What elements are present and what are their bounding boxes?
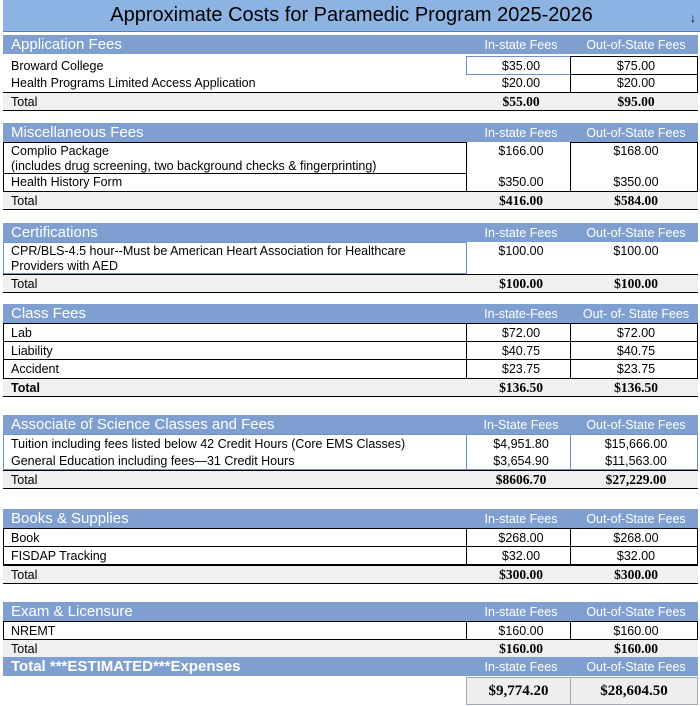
section-header-class-fees bbox=[3, 304, 698, 323]
section-header-certifications bbox=[3, 223, 698, 242]
total-row bbox=[3, 191, 698, 210]
in-state-value: $72.00 bbox=[501, 326, 541, 340]
col-header-in-state: In-State Fees bbox=[483, 418, 559, 432]
total-row bbox=[3, 565, 698, 584]
col-header-out-of-state: Out-of-State Fees bbox=[586, 226, 686, 240]
in-state-value: $3,654.90 bbox=[493, 454, 549, 468]
section-title: Class Fees bbox=[11, 305, 87, 322]
col-header-out-of-state: Out-of-State Fees bbox=[586, 418, 686, 432]
section-header-books bbox=[3, 509, 698, 528]
in-state-value: $20.00 bbox=[501, 76, 541, 90]
section-title: Certifications bbox=[11, 224, 98, 241]
in-state-value: $4,951.80 bbox=[493, 437, 549, 451]
total-in-state: $8606.70 bbox=[495, 472, 547, 487]
row-label: Tuition including fees listed below 42 Credit Hours (Core EMS Classes) bbox=[11, 437, 406, 451]
col-header-in-state: In-state Fees bbox=[484, 226, 558, 240]
total-out-of-state: $300.00 bbox=[614, 567, 658, 582]
section-title: Application Fees bbox=[11, 36, 122, 53]
total-in-state: $160.00 bbox=[499, 641, 543, 656]
in-state-value: $268.00 bbox=[498, 531, 544, 545]
table-row bbox=[3, 57, 698, 74]
row-label: NREMT bbox=[11, 624, 56, 638]
total-label: Total bbox=[11, 473, 38, 487]
row-label: Accident bbox=[11, 362, 59, 376]
section-title: Books & Supplies bbox=[11, 510, 129, 527]
section-header-application bbox=[3, 35, 698, 54]
out-of-state-value: $168.00 bbox=[613, 144, 659, 158]
row-label: Complio Package (includes drug screening, two background checks & fingerprinting) bbox=[11, 144, 377, 173]
total-in-state: $136.50 bbox=[499, 380, 543, 395]
table-row bbox=[3, 142, 698, 174]
in-state-value: $166.00 bbox=[498, 144, 544, 158]
out-of-state-value: $11,563.00 bbox=[605, 454, 667, 468]
table-row bbox=[3, 435, 698, 452]
col-header-in-state: In-state Fees bbox=[484, 605, 558, 619]
out-of-state-value: $23.75 bbox=[616, 362, 656, 376]
col-header-out-of-state: Out-of-State Fees bbox=[586, 660, 686, 674]
grand-total-in-state: $9,774.20 bbox=[466, 677, 571, 705]
in-state-value: $350.00 bbox=[498, 175, 544, 189]
table-row bbox=[3, 242, 698, 274]
section-title: Exam & Licensure bbox=[11, 603, 133, 620]
table-row bbox=[3, 360, 698, 377]
row-label: General Education including fees—31 Credit Hours bbox=[11, 454, 295, 468]
total-label: Total bbox=[11, 381, 40, 395]
row-label: Health Programs Limited Access Application bbox=[11, 76, 256, 90]
total-label: Total bbox=[11, 642, 38, 656]
page-title: Approximate Costs for Paramedic Program 2025-2026 bbox=[110, 4, 593, 26]
total-row bbox=[3, 274, 698, 293]
section-header-exam bbox=[3, 602, 698, 621]
table-row bbox=[3, 547, 698, 564]
col-header-out-of-state: Out-of-State Fees bbox=[586, 512, 686, 526]
table-row bbox=[3, 324, 698, 342]
grand-total-header bbox=[3, 657, 698, 676]
total-row bbox=[3, 639, 698, 657]
total-label: Total bbox=[11, 95, 38, 109]
out-of-state-value: $32.00 bbox=[616, 549, 656, 563]
col-header-in-state: In-state-Fees bbox=[484, 307, 558, 321]
row-label: Liability bbox=[11, 344, 53, 358]
col-header-in-state: In-state Fees bbox=[484, 660, 558, 674]
out-of-state-value: $20.00 bbox=[616, 76, 656, 90]
total-out-of-state: $136.50 bbox=[614, 380, 658, 395]
col-header-out-of-state: Out-of-State Fees bbox=[586, 38, 686, 52]
total-in-state: $100.00 bbox=[499, 276, 543, 291]
down-arrow-icon[interactable]: ↓ bbox=[690, 11, 696, 25]
col-header-out-of-state: Out- of- State Fees bbox=[582, 307, 690, 321]
table-row bbox=[3, 173, 698, 190]
out-of-state-value: $40.75 bbox=[616, 344, 656, 358]
page-title-bar bbox=[3, 0, 700, 32]
out-of-state-value: $268.00 bbox=[613, 531, 659, 545]
out-of-state-value: $100.00 bbox=[613, 244, 659, 258]
table-row bbox=[3, 342, 698, 360]
col-header-in-state: In-state Fees bbox=[484, 126, 558, 140]
total-in-state: $300.00 bbox=[499, 567, 543, 582]
out-of-state-value: $160.00 bbox=[613, 624, 659, 638]
col-header-in-state: In-state Fees bbox=[484, 512, 558, 526]
section-header-associate bbox=[3, 415, 698, 434]
out-of-state-value: $15,666.00 bbox=[604, 437, 668, 451]
row-label: Lab bbox=[11, 326, 32, 340]
in-state-value: $100.00 bbox=[498, 244, 544, 258]
in-state-value: $32.00 bbox=[501, 549, 541, 563]
out-of-state-value: $72.00 bbox=[616, 326, 656, 340]
out-of-state-value: $75.00 bbox=[616, 59, 656, 73]
col-header-out-of-state: Out-of-State Fees bbox=[586, 605, 686, 619]
in-state-value: $35.00 bbox=[501, 59, 541, 73]
total-in-state: $416.00 bbox=[499, 193, 543, 208]
total-in-state: $55.00 bbox=[502, 94, 540, 109]
total-label: Total bbox=[11, 194, 38, 208]
section-title: Miscellaneous Fees bbox=[11, 124, 144, 141]
total-label: Total bbox=[11, 277, 38, 291]
out-of-state-value: $350.00 bbox=[613, 175, 659, 189]
in-state-value: $40.75 bbox=[501, 344, 541, 358]
total-out-of-state: $584.00 bbox=[614, 193, 658, 208]
row-label: FISDAP Tracking bbox=[11, 549, 107, 563]
in-state-value: $23.75 bbox=[501, 362, 541, 376]
table-row bbox=[3, 452, 698, 469]
col-header-in-state: In-state Fees bbox=[484, 38, 558, 52]
col-header-out-of-state: Out-of-State Fees bbox=[586, 126, 686, 140]
total-label: Total bbox=[11, 568, 38, 582]
section-header-misc bbox=[3, 123, 698, 142]
total-row bbox=[3, 470, 698, 489]
grand-total-label: Total ***ESTIMATED***Expenses bbox=[11, 658, 241, 675]
row-label: Book bbox=[11, 531, 40, 545]
section-title: Associate of Science Classes and Fees bbox=[11, 416, 275, 433]
table-row bbox=[3, 622, 698, 639]
grand-total-out-of-state: $28,604.50 bbox=[570, 677, 698, 705]
total-out-of-state: $100.00 bbox=[614, 276, 658, 291]
total-out-of-state: $95.00 bbox=[617, 94, 655, 109]
total-row bbox=[3, 92, 698, 111]
row-label: Health History Form bbox=[11, 175, 123, 189]
row-label: Broward College bbox=[11, 59, 104, 73]
total-out-of-state: $160.00 bbox=[614, 641, 658, 656]
in-state-value: $160.00 bbox=[498, 624, 544, 638]
row-label: CPR/BLS-4.5 hour--Must be American Heart Association for Healthcare Providers with AED bbox=[11, 244, 406, 273]
total-out-of-state: $27,229.00 bbox=[605, 472, 667, 487]
total-row bbox=[3, 378, 698, 397]
table-row bbox=[3, 529, 698, 547]
table-row bbox=[3, 74, 698, 91]
